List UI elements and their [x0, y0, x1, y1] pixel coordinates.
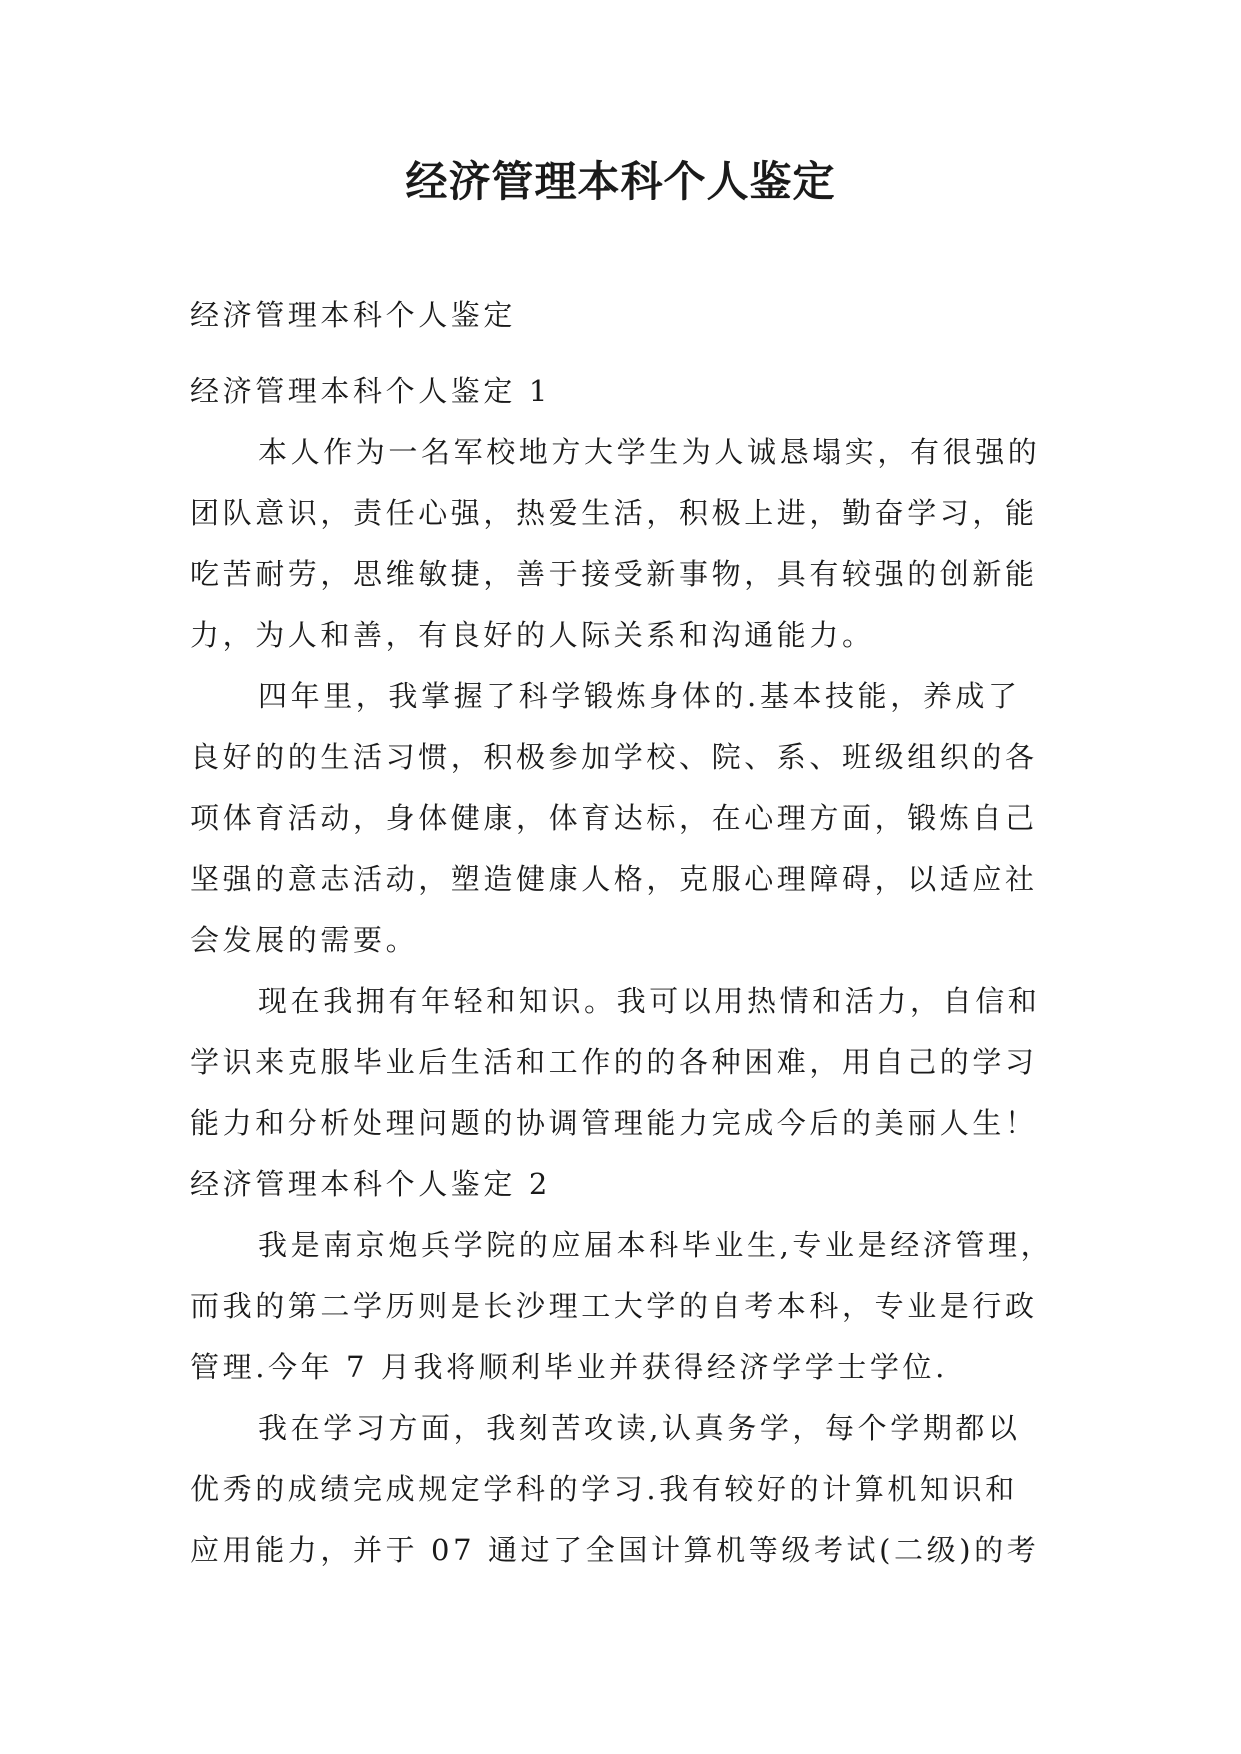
text-line: 管理.今年 7 月我将顺利毕业并获得经济学学士学位.: [190, 1350, 948, 1384]
document-body: [190, 361, 1060, 1581]
text-line: 本人作为一名军校地方大学生为人诚恳塌实，有很强的: [258, 435, 1041, 469]
text-line: 坚强的意志活动，塑造健康人格，克服心理障碍，以适应社: [190, 862, 1038, 896]
text-line: 能力和分析处理问题的协调管理能力完成今后的美丽人生！: [190, 1106, 1038, 1140]
text-line: 力，为人和善，有良好的人际关系和沟通能力。: [190, 618, 875, 652]
document-title: 经济管理本科个人鉴定: [405, 157, 836, 206]
text-line: 现在我拥有年轻和知识。我可以用热情和活力，自信和: [258, 984, 1041, 1018]
text-line: 四年里，我掌握了科学锻炼身体的.基本技能，养成了: [258, 679, 1021, 713]
text-line: 经济管理本科个人鉴定 2: [190, 1167, 551, 1201]
text-line: 团队意识，责任心强，热爱生活，积极上进，勤奋学习，能: [190, 496, 1038, 530]
text-line: 学识来克服毕业后生活和工作的的各种困难，用自己的学习: [190, 1045, 1038, 1079]
text-line: 会发展的需要。: [190, 923, 419, 957]
text-line: 优秀的成绩完成规定学科的学习.我有较好的计算机知识和: [190, 1472, 1018, 1506]
text-line: 我是南京炮兵学院的应届本科毕业生,专业是经济管理，: [258, 1228, 1054, 1262]
text-line: 应用能力，并于 07 通过了全国计算机等级考试(二级)的考: [190, 1533, 1040, 1567]
text-line: 良好的的生活习惯，积极参加学校、院、系、班级组织的各: [190, 740, 1038, 774]
text-line: 吃苦耐劳，思维敏捷，善于接受新事物，具有较强的创新能: [190, 557, 1038, 591]
text-line: 而我的第二学历则是长沙理工大学的自考本科，专业是行政: [190, 1289, 1038, 1323]
text-line: 经济管理本科个人鉴定 1: [190, 374, 551, 408]
text-line: 项体育活动，身体健康，体育达标，在心理方面，锻炼自己: [190, 801, 1038, 835]
text-line: 我在学习方面，我刻苦攻读,认真务学，每个学期都以: [258, 1411, 1021, 1445]
document-subtitle: 经济管理本科个人鉴定: [190, 298, 517, 332]
